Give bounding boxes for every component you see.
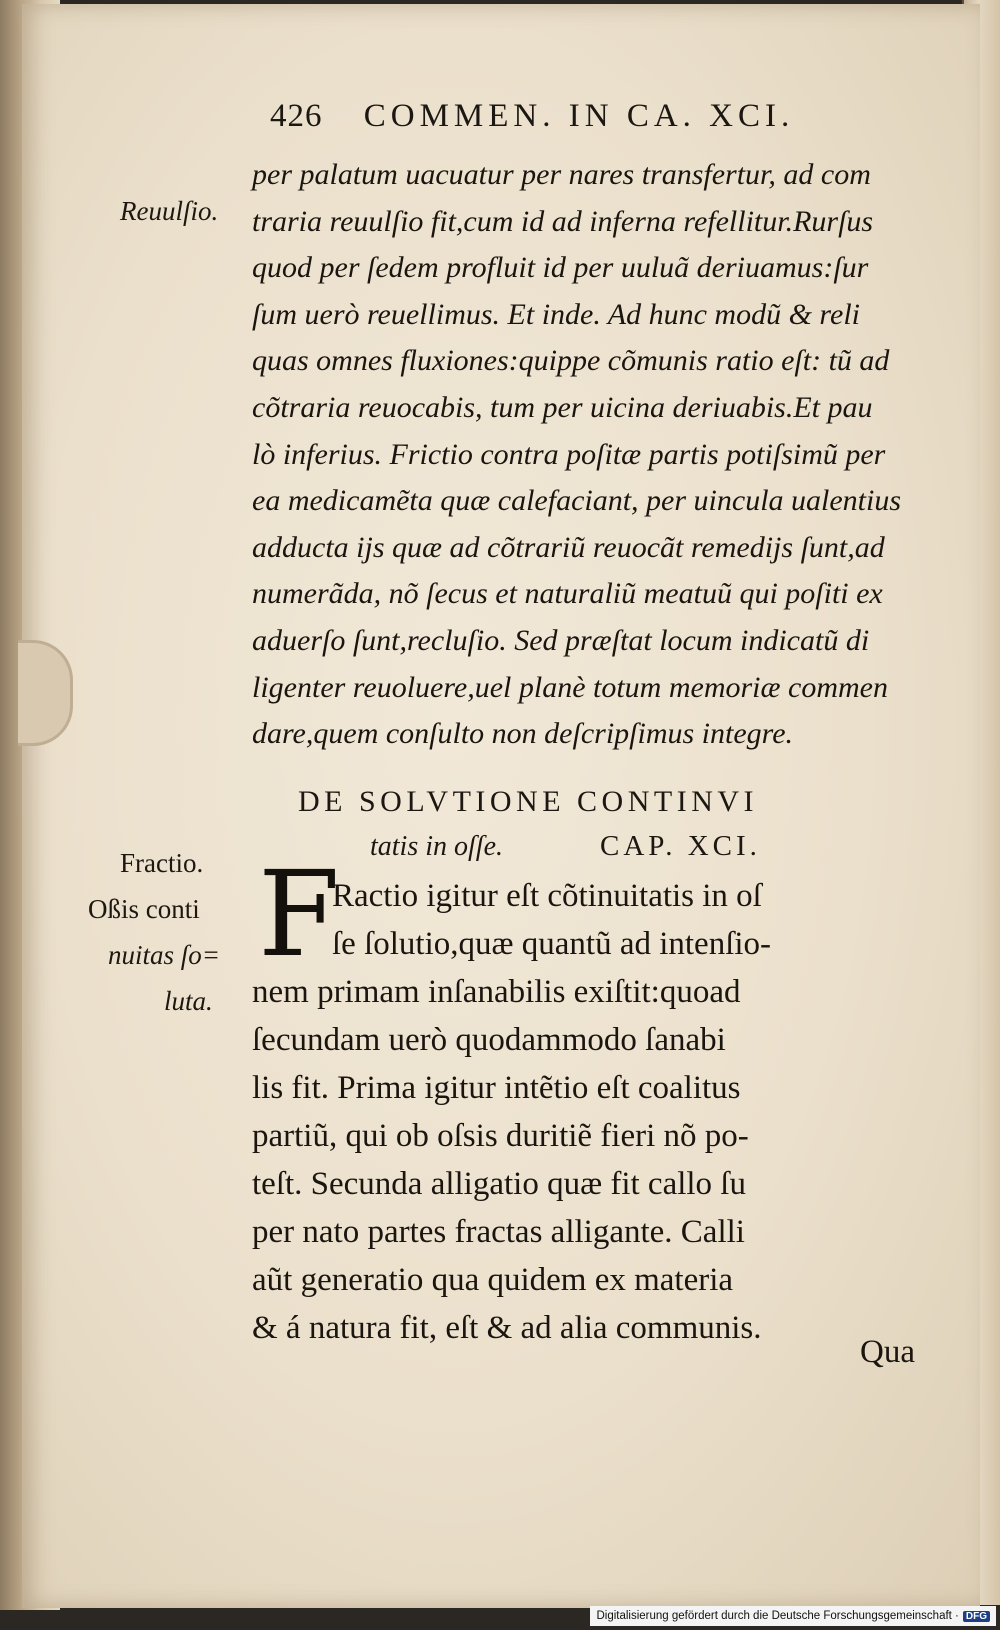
- text-line: Ractio igitur eſt cõtinuitatis in oſ: [332, 878, 762, 914]
- text-line: traria reuulſio fit,cum id ad inferna refellitur.Rurſus: [252, 204, 874, 238]
- text-line: cõtraria reuocabis, tum per uicina deriuabis.Et pau: [252, 390, 873, 424]
- text-line: ſecundam uerò quodammodo ſanabi: [252, 1022, 726, 1058]
- text-line: numerãda, nõ ſecus et naturaliũ meatuũ qui poſiti ex: [252, 577, 883, 611]
- drop-capital: F: [258, 845, 340, 983]
- text-line: & á natura fit, eſt & ad alia communis.: [252, 1310, 762, 1346]
- chapter-title-line1: DE SOLVTIONE CONTINVI: [298, 785, 759, 818]
- catchword: Qua: [860, 1334, 915, 1370]
- margin-note-fractio: Fractio.: [120, 848, 204, 878]
- text-line: ſum uerò reuellimus. Et inde. Ad hunc modũ & reli: [252, 297, 860, 331]
- chapter-number: CAP. XCI.: [600, 830, 761, 862]
- text-line: partiũ, qui ob oſsis duritiẽ fieri nõ po-: [252, 1118, 749, 1154]
- text-line: nem primam inſanabilis exiſtit:quoad: [252, 974, 741, 1010]
- running-title: COMMEN. IN CA. XCI.: [363, 98, 795, 134]
- text-line: ligenter reuoluere,uel planè totum memoriæ commen: [252, 670, 888, 704]
- margin-note-ossis: Oßis conti: [88, 894, 200, 924]
- text-line: lò inferius. Frictio contra poſitæ partis potiſsimũ per: [252, 437, 886, 471]
- text-line: lis fit. Prima igitur intẽtio eſt coalitus: [252, 1070, 741, 1106]
- roman-text-block: [252, 872, 912, 1352]
- text-line: ea medicamẽta quæ calefaciant, per uincula ualentius: [252, 484, 902, 518]
- chapter-title-line2: [370, 830, 761, 863]
- page-clip: [18, 640, 73, 746]
- dfg-logo: DFG: [963, 1611, 990, 1622]
- running-header: [270, 98, 880, 146]
- italic-text-block: [252, 152, 912, 758]
- margin-note-luta: luta.: [164, 986, 213, 1016]
- text-line: per nato partes fractas alligante. Calli: [252, 1214, 745, 1250]
- text-line: per palatum uacuatur per nares transfertur, ad com: [252, 158, 871, 191]
- text-line: quod per ſedem profluit id per uuluã deriuamus:ſur: [252, 251, 869, 285]
- text-line: ſe ſolutio,quæ quantũ ad intenſio-: [332, 926, 772, 962]
- page-number: 426: [270, 98, 323, 134]
- text-line: aduerſo ſunt,recluſio. Sed præſtat locum indicatũ di: [252, 623, 870, 657]
- text-line: quas omnes fluxiones:quippe cõmunis ratio eſt: tũ ad: [252, 344, 890, 378]
- credit-text: Digitalisierung gefördert durch die Deutsche Forschungsgemeinschaft ·: [596, 1610, 959, 1622]
- text-line: dare,quem conſulto non deſcripſimus integre.: [252, 717, 794, 751]
- margin-note-revulsio: Reuulſio.: [120, 196, 219, 226]
- chapter-title-italic: tatis in oſſe.: [370, 831, 503, 862]
- text-line: aũt generatio qua quidem ex materia: [252, 1262, 734, 1298]
- digitization-credit: [590, 1606, 996, 1626]
- margin-note-nuitas: nuitas ſo=: [108, 940, 220, 970]
- text-line: adducta ijs quæ ad cõtrariũ reuocãt remedijs ſunt,ad: [252, 530, 885, 564]
- text-line: teſt. Secunda alligatio quæ fit callo ſu: [252, 1166, 746, 1202]
